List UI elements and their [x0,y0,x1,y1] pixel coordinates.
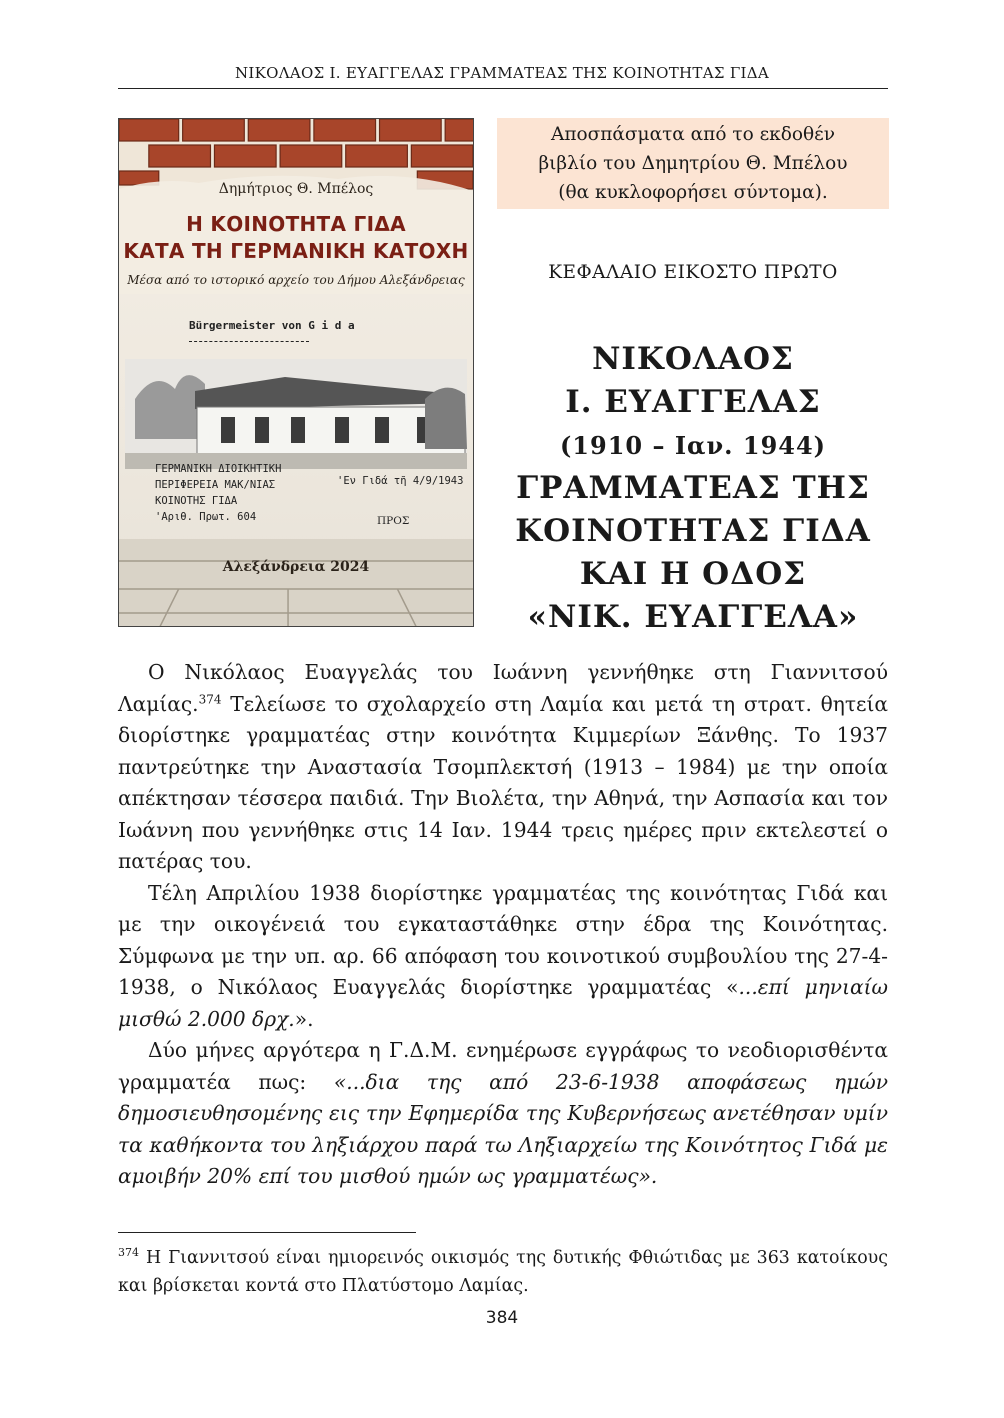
wood-planks-graphic [119,539,473,627]
excerpt-line: Αποσπάσματα από το εκδοθέν [550,124,835,145]
cover-document-text [155,461,281,525]
paragraph [118,1035,888,1193]
document-line: ΓΕΡΜΑΝΙΚΗ ΔΙΟΙΚΗΤΙΚΗ [155,463,282,475]
document-recipient: ΠΡΟΣ [377,515,410,527]
stamp-underline [189,341,309,342]
title-line: Ι. ΕΥΑΓΓΕΛΑΣ [565,384,821,420]
title-line: ΚΑΙ Η ΟΔΟΣ [579,556,807,592]
title-line: ΚΟΙΝΟΤΗΤΑΣ ΓΙΔΑ [515,513,871,549]
title-line: ΓΡΑΜΜΑΤΕΑΣ ΤΗΣ [516,470,870,506]
cover-title [119,211,473,265]
body-text [118,657,888,1193]
paragraph-text: Τέλη Απριλίου 1938 διορίστηκε γραμματέας της κοινότητας Γιδά και με την οικογένειά του εγκαταστάθηκε στην έδρα της Κοινότητας. Σύμφωνα με την υπ. αρ. 66 απόφαση του κοινοτικού συμβουλίου της 27-4-1938, ο Νικόλαος Ευαγγελάς διορίστηκε γραμματέας « [118,880,888,999]
paragraph [118,657,888,878]
cover-title-line: Η ΚΟΙΝΟΤΗΤΑ ΓΙΔΑ [186,212,406,236]
brick-wall-graphic [119,119,473,294]
article-title [497,338,889,639]
title-dates: (1910 – Ιαν. 1944) [559,431,827,460]
paragraph-text: Ο Νικόλαος Ευαγγελάς του Ιωάννη γεννήθηκε στη Γιαννιτσού Λαμίας. [118,660,888,716]
cover-stamp: Bürgermeister von G i d a [189,319,355,332]
footnote-number: 374 [118,1246,139,1260]
book-cover-image [118,118,474,627]
title-line: ΝΙΚΟΛΑΟΣ [592,341,794,377]
header-rule [118,88,888,89]
chapter-heading: ΚΕΦΑΛΑΙΟ ΕΙΚΟΣΤΟ ΠΡΩΤΟ [548,262,838,283]
cover-subtitle: Μέσα από το ιστορικό αρχείο του Δήμου Αλεξάνδρειας [127,273,465,287]
footnote-text: Η Γιαννιτσού είναι ημιορεινός οικισμός της δυτικής Φθιώτιδας με 363 κατοίκους και βρίσκεται κοντά στο Πλατύστομο Λαμίας. [118,1248,888,1296]
house-photo [125,359,467,469]
title-line: «ΝΙΚ. ΕΥΑΓΓΕΛΑ» [527,599,859,635]
paragraph [118,878,888,1036]
cover-author: Δημήτριος Θ. Μπέλος [218,181,374,197]
paragraph-text: Τελείωσε το σχολαρχείο στη Λαμία και μετά τη στρατ. θητεία διορίστηκε γραμματέας στην κοινότητα Κιμμερίων Ξάνθης. Το 1937 παντρεύτηκε την Αναστασία Τσομπλεκτσή (1913 – 1984) με την οποία απέκτησαν τέσσερα παιδιά. Την Βιολέτα, την Αθηνά, την Ασπασία και τον Ιωάννη που γεννήθηκε στις 14 Ιαν. 1944 τρεις ημέρες πριν εκτελεστεί ο πατέρας του. [118,691,888,873]
quoted-text: «...δια της από 23-6-1938 αποφάσεως ημών δημοσιευθησομένης εις την Εφημερίδα της Κυβερνήσεως ανετέθησαν υμίν τα καθήκοντα του ληξιάρχου παρά τω Ληξιαρχείω της Κοινότητος Γιδά με αμοιβήν 20% επί του μισθού ημών ως γραμματέως». [118,1069,888,1188]
footnote [118,1244,888,1300]
page-number: 384 [485,1308,519,1328]
cover-title-line: ΚΑΤΑ ΤΗ ΓΕΡΜΑΝΙΚΗ ΚΑΤΟΧΗ [123,239,469,263]
excerpt-line: (θα κυκλοφορήσει σύντομα). [558,182,828,203]
quoted-text: ...επί μηνιαίω μισθώ 2.000 δρχ. [118,975,888,1031]
footnote-rule [118,1232,416,1233]
document-line: ΚΟΙΝΟΤΗΣ ΓΙΔΑ [155,495,238,507]
document-line: ΠΕΡΙΦΕΡΕΙΑ ΜΑΚ/ΝΙΑΣ [155,479,276,491]
footnote-reference[interactable]: 374 [198,691,222,706]
paragraph-text: Δύο μήνες αργότερα η Γ.Δ.Μ. ενημέρωσε εγγράφως το νεοδιορισθέντα γραμματέα πως: [118,1038,888,1094]
document-date: 'Εν Γιδά τῆ 4/9/1943 [337,475,464,487]
excerpt-note [497,118,889,209]
paragraph-text: ». [294,1006,314,1031]
cover-place-year: Αλεξάνδρεια 2024 [222,559,370,575]
excerpt-line: βιβλίο του Δημητρίου Θ. Μπέλου [538,153,848,174]
document-line: 'Αριθ. Πρωτ. 604 [155,511,257,523]
running-header: ΝΙΚΟΛΑΟΣ Ι. ΕΥΑΓΓΕΛΑΣ ΓΡΑΜΜΑΤΕΑΣ ΤΗΣ ΚΟΙΝΟΤΗΤΑΣ ΓΙΔΑ [234,64,770,82]
